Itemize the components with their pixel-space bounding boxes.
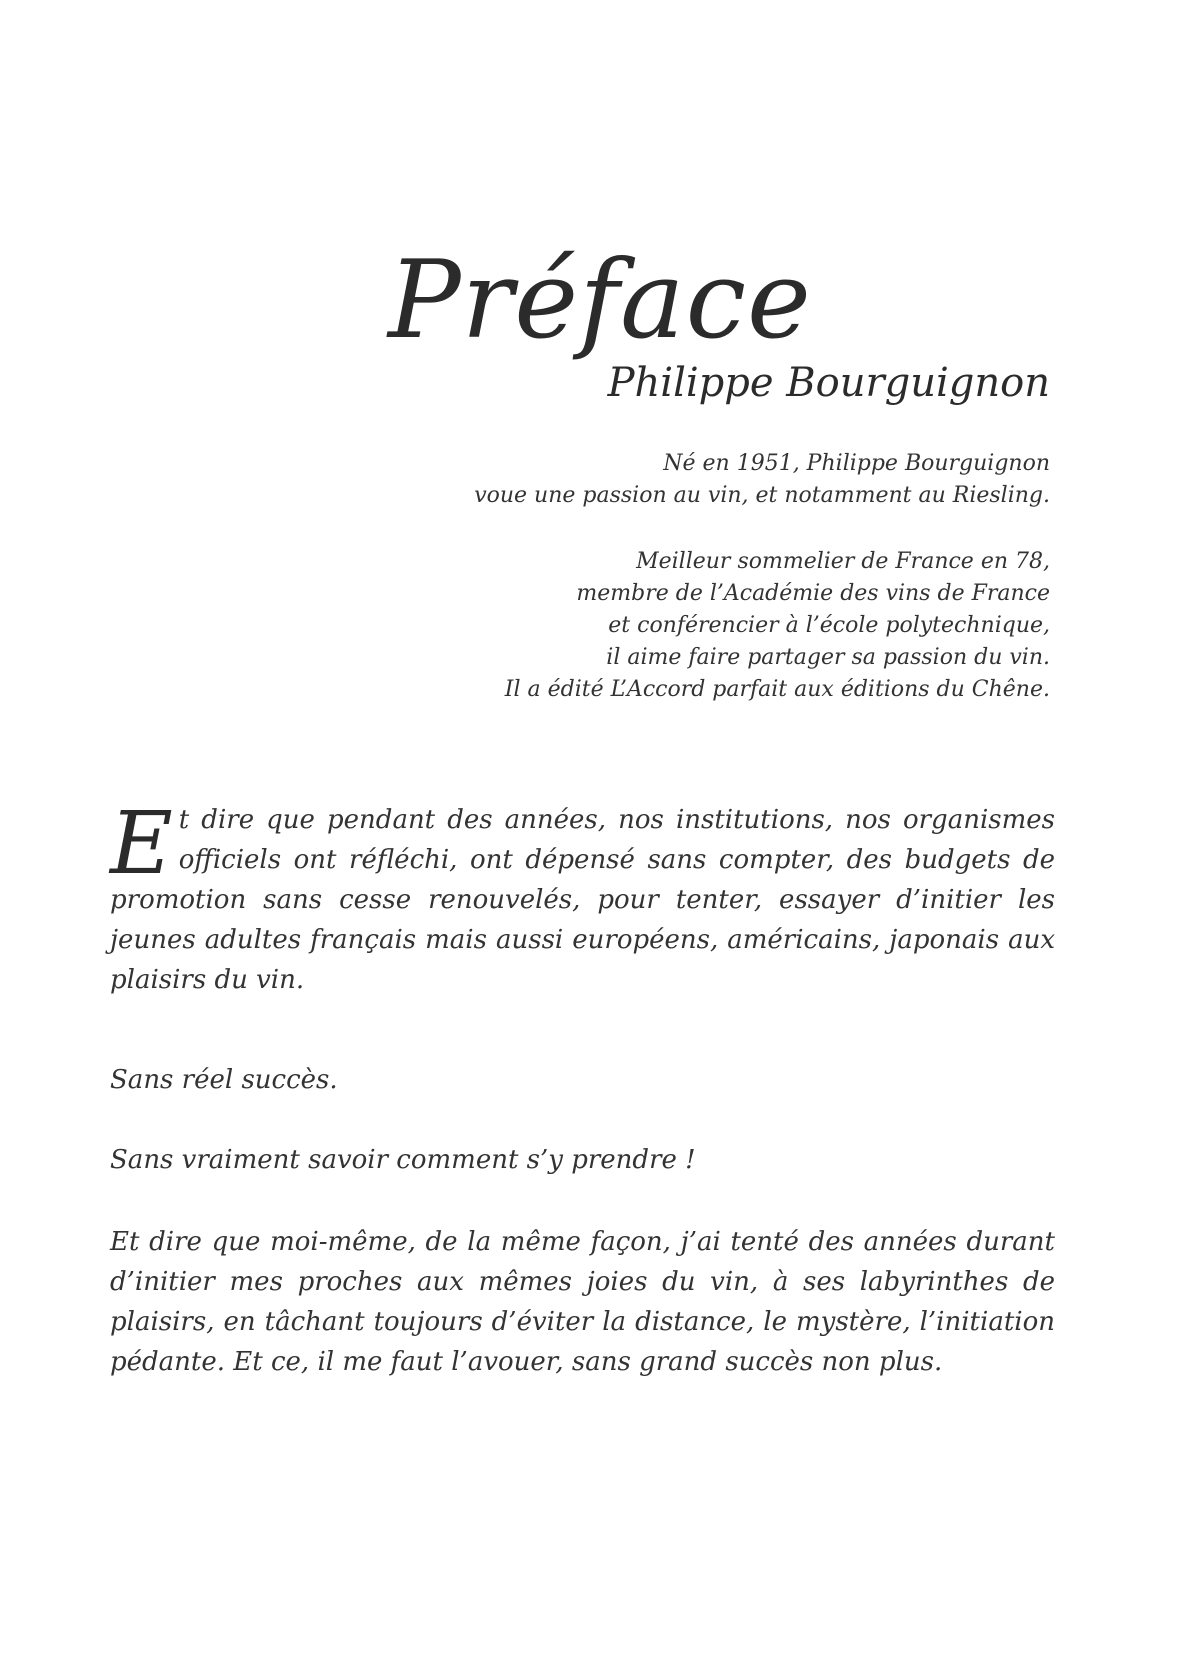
body-paragraph-4-text: Et dire que moi-même, de la même façon, j’ai tenté des années durant d’initier mes proches aux mêmes joies du vin, à ses labyrinthes de plaisirs, en tâchant toujours d’éviter la distance, le mystère, l’initiation pédante. Et ce, il me faut l’avouer, sans grand succès non plus.	[110, 1227, 1055, 1377]
bio-paragraph-1	[410, 448, 1050, 512]
bio-paragraph-2	[410, 546, 1050, 706]
bio-line: Il a édité L’Accord parfait aux éditions du Chêne.	[504, 677, 1050, 702]
bio-line: membre de l’Académie des vins de France	[576, 581, 1050, 606]
body-paragraph-3	[110, 1140, 1055, 1180]
bio-line: et conférencier à l’école polytechnique,	[608, 613, 1050, 638]
bio-line: Né en 1951, Philippe Bourguignon	[663, 451, 1050, 476]
drop-cap: E	[110, 794, 173, 894]
author-name: Philippe Bourguignon	[607, 360, 1050, 406]
body-paragraph-2-text: Sans réel succès.	[110, 1065, 338, 1095]
body-paragraph-3-text: Sans vraiment savoir comment s’y prendre !	[110, 1145, 696, 1175]
page-title: Préface	[388, 238, 812, 364]
body-paragraph-4	[110, 1222, 1055, 1382]
body-paragraph-1-text: t dire que pendant des années, nos institutions, nos organismes officiels ont réfléchi, ont dépensé sans compter, des budgets de promotion sans cesse renouvelés, pour tenter, essayer d’initier les jeunes adultes français mais aussi européens, américains, japonais aux plaisirs du vin.	[110, 805, 1055, 995]
body-paragraph-1	[110, 794, 1055, 1000]
bio-line: voue une passion au vin, et notamment au Riesling.	[474, 483, 1050, 508]
body-paragraph-2	[110, 1060, 1055, 1100]
bio-line: il aime faire partager sa passion du vin.	[606, 645, 1050, 670]
bio-line: Meilleur sommelier de France en 78,	[636, 549, 1050, 574]
